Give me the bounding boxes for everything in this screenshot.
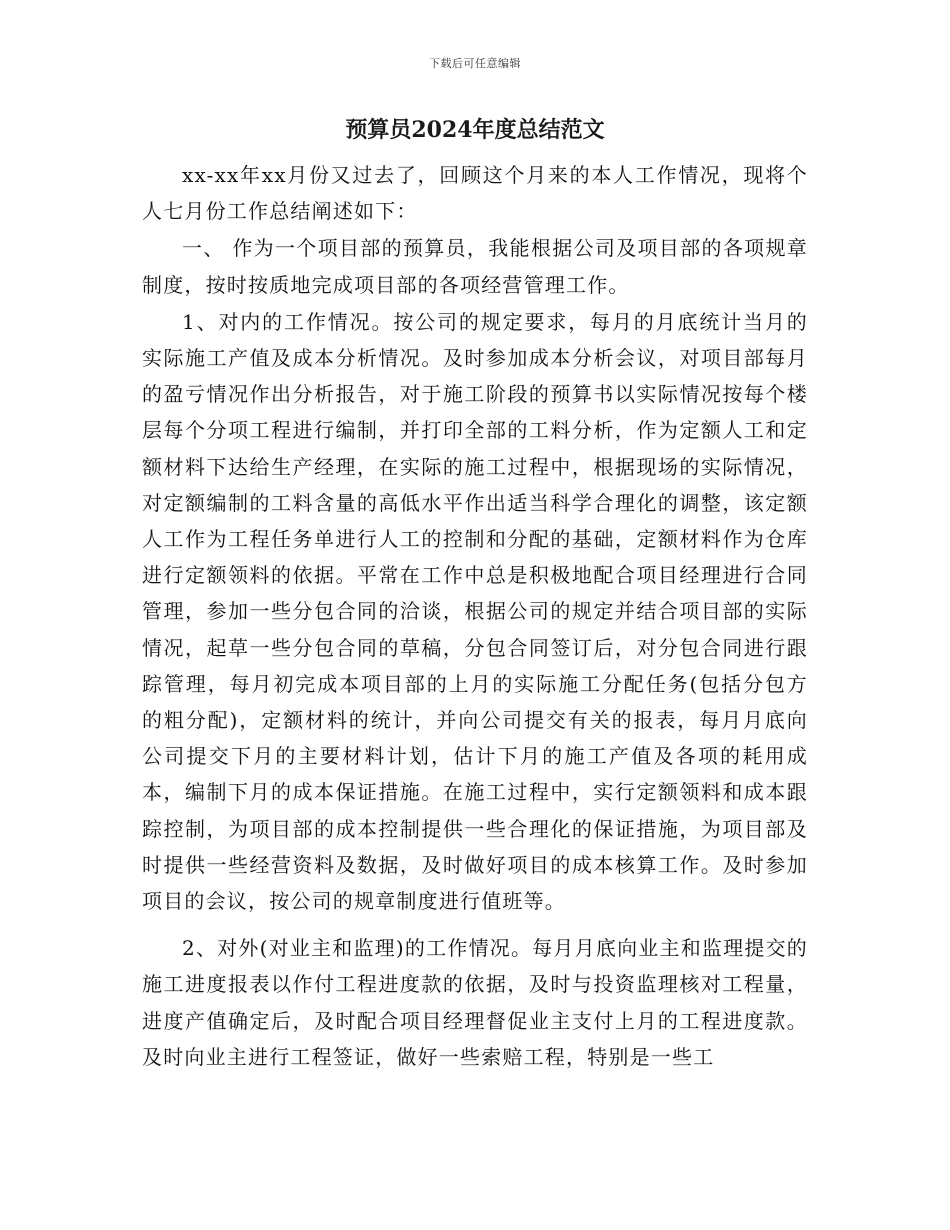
document-body: [142, 157, 808, 1075]
header-note: 下载后可任意编辑: [429, 57, 521, 70]
paragraph-intro: xx-xx年xx月份又过去了，回顾这个月来的本人工作情况，现将个人七月份工作总结阐述如下：: [142, 163, 808, 224]
paragraph-external-work: 2、对外(对业主和监理)的工作情况。每月月底向业主和监理提交的施工进度报表以作付工程进度款的依据，及时与投资监理核对工程量，进度产值确定后，及时配合项目经理督促业主支付上月的工程进度款。及时向业主进行工程签证，做好一些索赔工程，特别是一些工: [142, 936, 808, 1069]
paragraph-section-one: 一、 作为一个项目部的预算员，我能根据公司及项目部的各项规章制度，按时按质地完成项目部的各项经营管理工作。: [142, 236, 808, 297]
paragraph-internal-work: 1、对内的工作情况。按公司的规定要求，每月的月底统计当月的实际施工产值及成本分析情况。及时参加成本分析会议，对项目部每月的盈亏情况作出分析报告，对于施工阶段的预算书以实际情况按每个楼层每个分项工程进行编制，并打印全部的工料分析，作为定额人工和定额材料下达给生产经理，在实际的施工过程中，根据现场的实际情况，对定额编制的工料含量的高低水平作出适当科学合理化的调整，该定额人工作为工程任务单进行人工的控制和分配的基础，定额材料作为仓库进行定额领料的依据。平常在工作中总是积极地配合项目经理进行合同管理，参加一些分包合同的洽谈，根据公司的规定并结合项目部的实际情况，起草一些分包合同的草稿，分包合同签订后，对分包合同进行跟踪管理，每月初完成本项目部的上月的实际施工分配任务(包括分包方的粗分配)，定额材料的统计，并向公司提交有关的报表，每月月底向公司提交下月的主要材料计划，估计下月的施工产值及各项的耗用成本，编制下月的成本保证措施。在施工过程中，实行定额领料和成本跟踪控制，为项目部的成本控制提供一些合理化的保证措施，为项目部及时提供一些经营资料及数据，及时做好项目的成本核算工作。及时参加项目的会议，按公司的规章制度进行值班等。: [142, 309, 808, 914]
document-title: 预算员2024年度总结范文: [345, 117, 605, 143]
